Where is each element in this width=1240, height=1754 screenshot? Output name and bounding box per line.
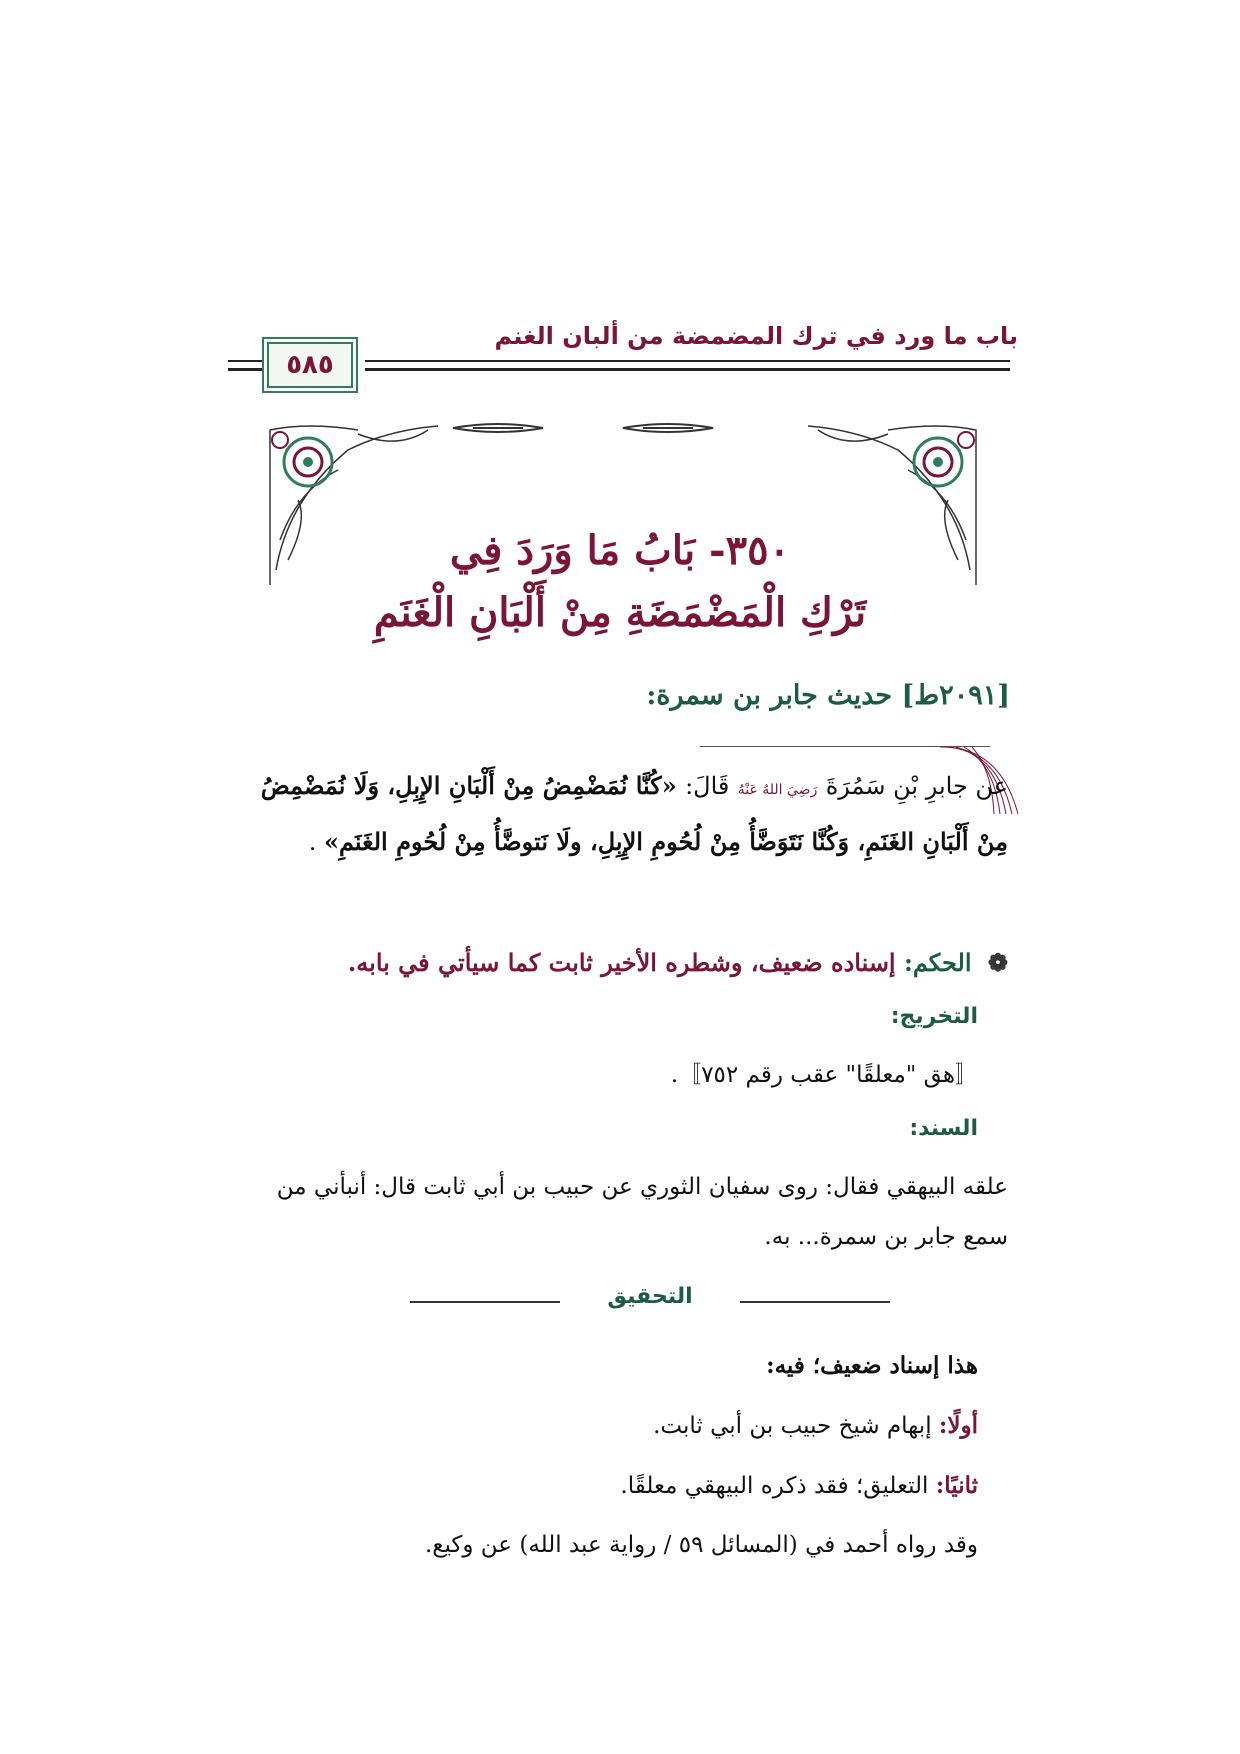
running-header-title: باب ما ورد في ترك المضمضة من ألبان الغنم bbox=[494, 322, 1018, 350]
ornament-flower-left bbox=[272, 432, 332, 486]
rosette-icon: ❁ bbox=[987, 948, 1008, 977]
takhrij-label: التخريج: bbox=[890, 1004, 978, 1029]
hadith-text-block bbox=[228, 760, 1008, 868]
point-text: التعليق؛ فقد ذكره البيهقي معلقًا. bbox=[620, 1473, 929, 1499]
ruling-label: الحكم: bbox=[903, 948, 972, 977]
header-rule bbox=[228, 360, 262, 362]
tahqiq-point-1 bbox=[238, 1412, 978, 1439]
point-text: إبهام شيخ حبيب بن أبي ثابت. bbox=[653, 1413, 932, 1439]
chapter-title-line-1: ٣٥٠- بَابُ مَا وَرَدَ فِي bbox=[449, 527, 791, 574]
hadith-heading: [٢٠٩١ط] حديث جابر بن سمرة: bbox=[646, 680, 1010, 711]
sanad-label: السند: bbox=[909, 1116, 978, 1141]
ornament-bar bbox=[453, 424, 713, 432]
tahqiq-label: التحقيق bbox=[607, 1284, 693, 1309]
takhrij-text: 〚هق "معلقًا" عقب رقم ٧٥٢〛. bbox=[670, 1062, 978, 1088]
tahqiq-point-2 bbox=[238, 1472, 978, 1499]
sanad-text: علقه البيهقي فقال: روى سفيان الثوري عن حبيب بن أبي ثابت قال: أنبأني من سمع جابر بن سمرة... به. bbox=[276, 1174, 1008, 1250]
header-rule bbox=[365, 360, 1010, 362]
honorific-glyph: رَضِيَ اللهُ عَنْهُ bbox=[737, 782, 818, 798]
page-number-badge bbox=[262, 337, 358, 393]
hadith-narrator: عن جابرِ بْنِ سَمُرَةَ bbox=[825, 772, 1008, 800]
ruling-text: إسناده ضعيف، وشطره الأخير ثابت كما سيأتي في بابه. bbox=[347, 948, 896, 977]
page-number: ٥٨٥ bbox=[286, 350, 334, 380]
tahqiq-intro: هذا إسناد ضعيف؛ فيه: bbox=[766, 1352, 978, 1379]
divider-line bbox=[740, 1301, 890, 1303]
ruling-line bbox=[228, 948, 1008, 988]
hadith-end: . bbox=[308, 828, 324, 856]
chapter-title bbox=[350, 520, 890, 644]
hadith-said: قَالَ: bbox=[685, 772, 730, 800]
tahqiq-divider bbox=[410, 1284, 890, 1314]
header-rule bbox=[365, 368, 1010, 371]
tahqiq-closing: وقد رواه أحمد في (المسائل ٥٩ / رواية عبد الله) عن وكيع. bbox=[424, 1532, 978, 1558]
point-marker: ثانيًا: bbox=[935, 1472, 978, 1499]
hadith-matn: «كُنَّا نُمَضْمِضُ مِنْ أَلْبَانِ الإِبِلِ، وَلَا نُمَضْمِضُ مِنْ أَلْبَانِ الغَنَمِ، وَكُنَّا نَتَوَضَّأُ مِنْ لُحُومِ الإِبِلِ، ولَا نَتوضَّأُ مِنْ لُحُومِ الغَنَمِ» bbox=[260, 771, 1008, 856]
header-rule bbox=[228, 368, 262, 371]
ornament-flower-right bbox=[914, 432, 974, 486]
divider-line bbox=[410, 1301, 560, 1303]
chapter-title-line-2: تَرْكِ الْمَضْمَضَةِ مِنْ أَلْبَانِ الْغَنَمِ bbox=[373, 589, 867, 636]
point-marker: أولًا: bbox=[938, 1412, 978, 1439]
